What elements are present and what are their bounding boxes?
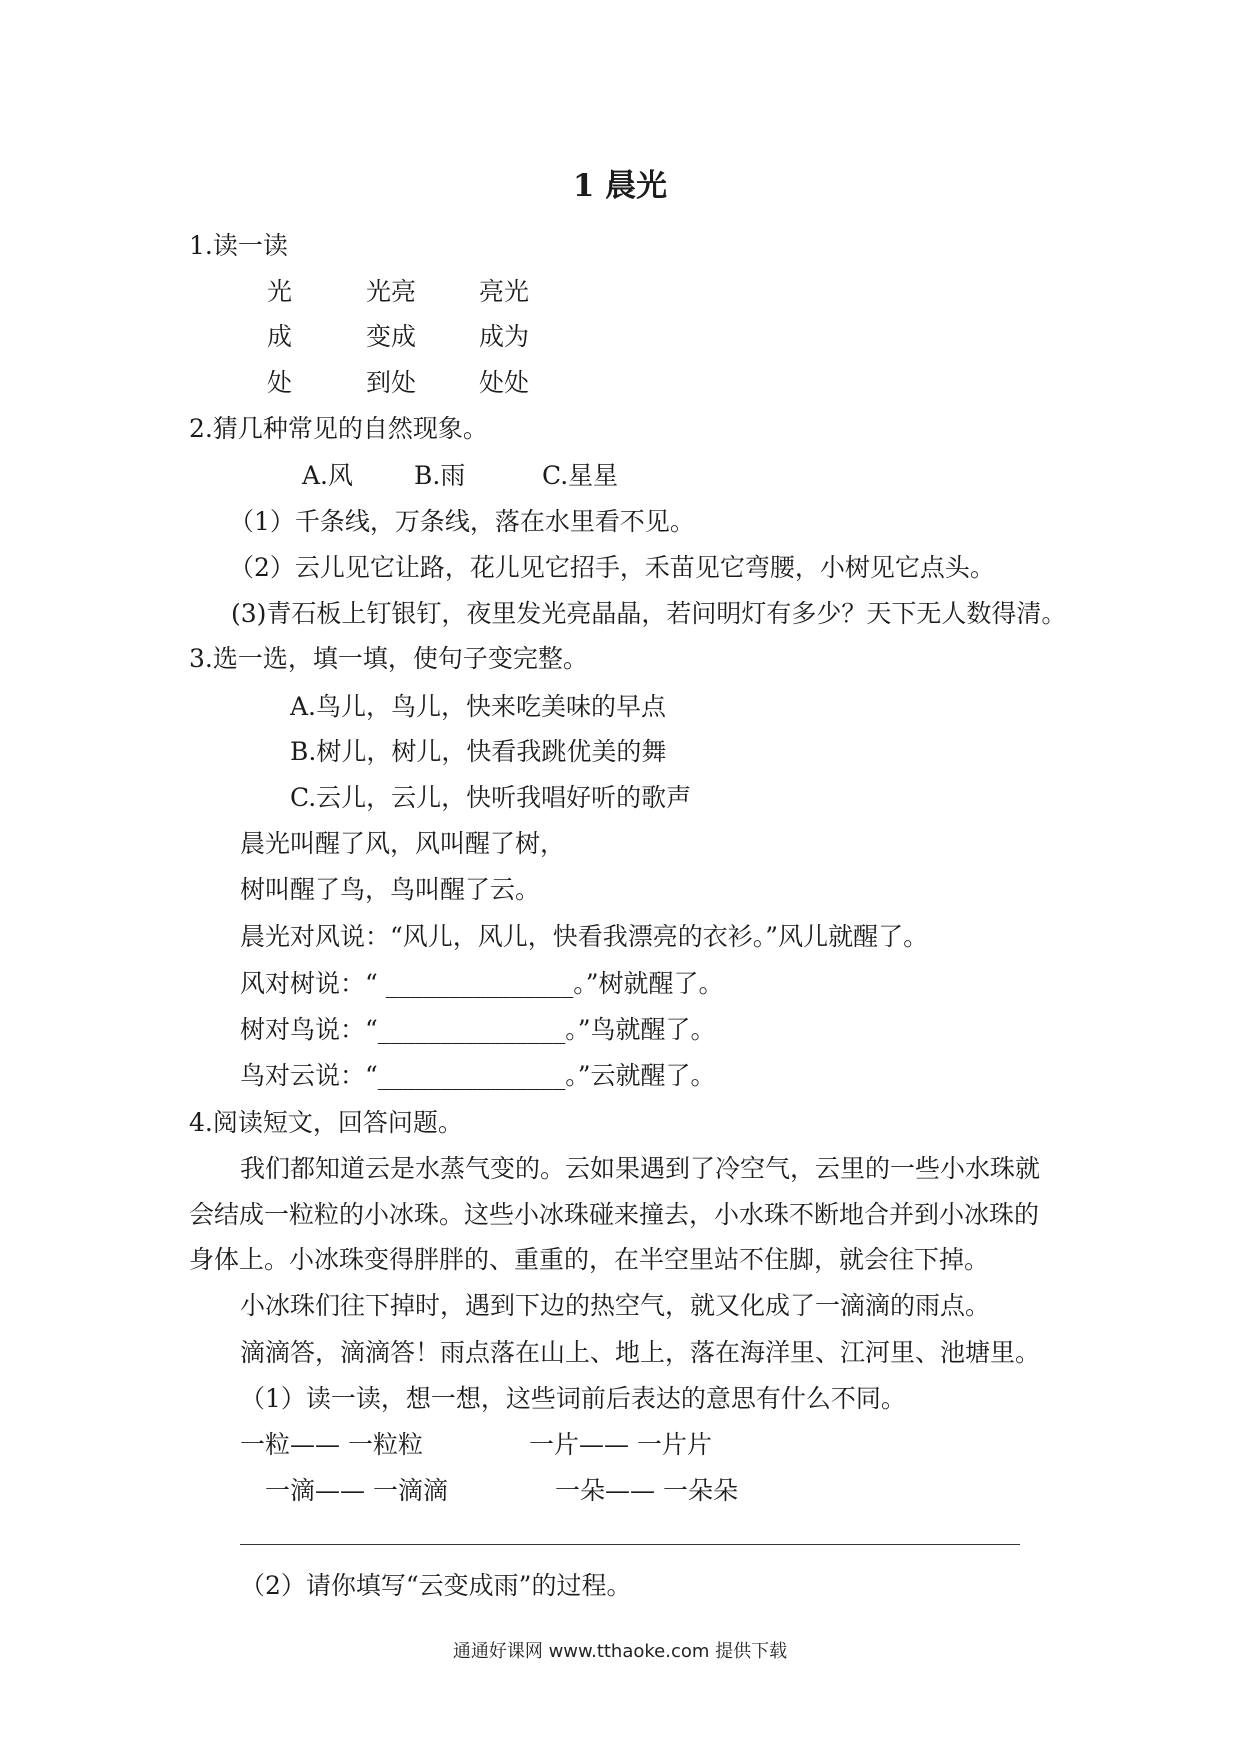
q4-passage-line: 小冰珠们往下掉时，遇到下边的热空气，就又化成了一滴滴的雨点。 [240, 1291, 991, 1320]
q1-word: 光亮 [366, 277, 417, 306]
q1-word: 成 [267, 322, 293, 351]
q3-fill-blank: 鸟对云说：“_______________。”云就醒了。 [240, 1061, 716, 1090]
q3-option-b: B.树儿，树儿，快看我跳优美的舞 [290, 737, 667, 766]
q2-heading: 2.猜几种常见的自然现象。 [189, 414, 488, 443]
q2-option-a: A.风 [302, 461, 354, 490]
q1-word: 亮光 [479, 277, 530, 306]
q4-passage-line: 会结成一粒粒的小冰珠。这些小冰珠碰来撞去，小水珠不断地合并到小冰珠的 [189, 1200, 1040, 1229]
q2-option-b: B.雨 [414, 461, 466, 490]
q3-fill-blank: 风对树说：“ _______________。”树就醒了。 [240, 969, 724, 998]
q3-heading: 3.选一选，填一填，使句子变完整。 [189, 644, 588, 673]
q3-story-line: 晨光叫醒了风，风叫醒了树， [240, 829, 566, 858]
q1-word: 处 [267, 368, 293, 397]
q4-heading: 4.阅读短文，回答问题。 [189, 1108, 463, 1137]
q4-passage-line: 滴滴答，滴滴答！雨点落在山上、地上，落在海洋里、江河里、池塘里。 [240, 1338, 1041, 1367]
q1-word: 到处 [366, 368, 417, 397]
q1-word: 变成 [366, 322, 417, 351]
q3-option-a: A.鸟儿，鸟儿，快来吃美味的早点 [290, 692, 667, 721]
q4-passage-line: 我们都知道云是水蒸气变的。云如果遇到了冷空气，云里的一些小水珠就 [240, 1154, 1041, 1183]
q1-word: 处处 [479, 368, 530, 397]
q2-option-c: C.星星 [542, 461, 619, 490]
page-footer: 通通好课网 www.tthaoke.com 提供下载 [452, 1641, 788, 1662]
q4-word-pair: 一朵—— 一朵朵 [555, 1476, 738, 1505]
q1-heading: 1.读一读 [189, 231, 288, 260]
q3-fill-blank: 树对鸟说：“_______________。”鸟就醒了。 [240, 1015, 716, 1044]
q2-riddle-1: （1）千条线，万条线，落在水里看不见。 [229, 507, 695, 536]
q1-word: 光 [267, 277, 293, 306]
q4-passage-line: 身体上。小冰珠变得胖胖的、重重的，在半空里站不住脚，就会往下掉。 [189, 1245, 990, 1274]
q2-riddle-3: (3)青石板上钉银钉，夜里发光亮晶晶，若问明灯有多少？天下无人数得清。 [231, 599, 1067, 628]
q1-word: 成为 [479, 322, 530, 351]
page-title: 1 晨光 [572, 168, 668, 204]
q4-sub1-prompt: （1）读一读，想一想，这些词前后表达的意思有什么不同。 [240, 1384, 906, 1413]
q4-word-pair: 一粒—— 一粒粒 [240, 1430, 423, 1459]
answer-line [240, 1544, 1020, 1545]
q4-word-pair: 一片—— 一片片 [529, 1430, 712, 1459]
q2-riddle-2: （2）云儿见它让路，花儿见它招手，禾苗见它弯腰，小树见它点头。 [229, 553, 995, 582]
q4-word-pair: 一滴—— 一滴滴 [265, 1476, 448, 1505]
q3-story-line: 树叫醒了鸟，鸟叫醒了云。 [240, 875, 541, 904]
q3-story-line: 晨光对风说：“风儿，风儿，快看我漂亮的衣衫。”风儿就醒了。 [240, 922, 929, 951]
q4-sub2-prompt: （2）请你填写“云变成雨”的过程。 [240, 1571, 632, 1600]
q3-option-c: C.云儿，云儿，快听我唱好听的歌声 [290, 783, 692, 812]
